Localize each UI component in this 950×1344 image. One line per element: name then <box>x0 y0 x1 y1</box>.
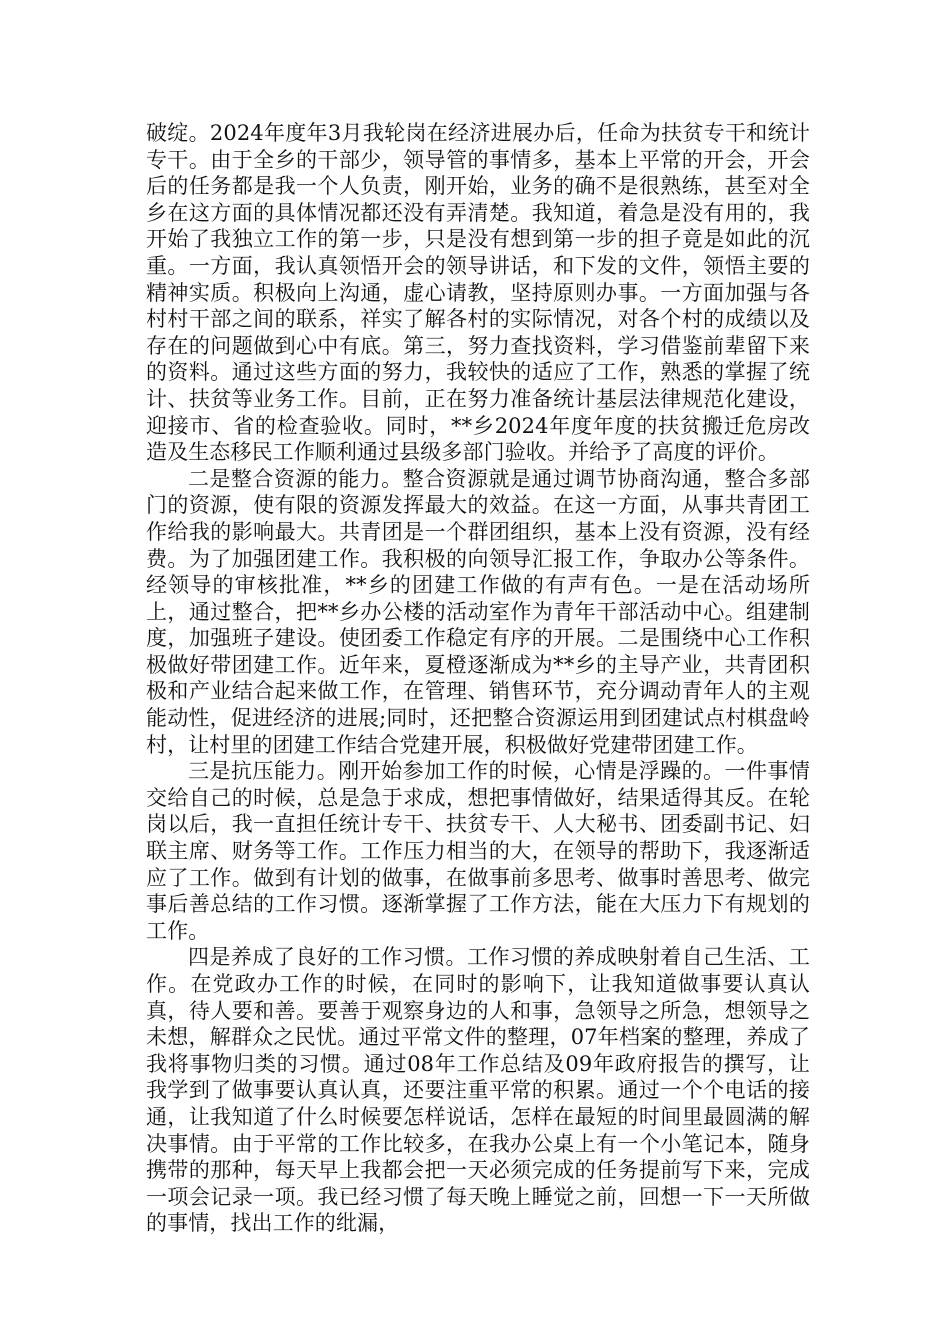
paragraph-4: 四是养成了良好的工作习惯。工作习惯的养成映射着自己生活、工作。在党政办工作的时候，在同时的影响下，让我知道做事要认真认真，待人要和善。要善于观察身边的人和事，急领导之所急，想领导之未想，解群众之民忧。通过平常文件的整理，07年档案的整理，养成了我将事物归类的习惯。通过08年工作总结及09年政府报告的撰写，让我学到了做事要认真认真，还要注重平常的积累。通过一个个电话的接通，让我知道了什么时候要怎样说话，怎样在最短的时间里最圆满的解决事情。由于平常的工作比较多，在我办公桌上有一个小笔记本，随身携带的那种，每天早上我都会把一天必须完成的任务提前写下来，完成一项会记录一项。我已经习惯了每天晚上睡觉之前，回想一下一天所做的事情，找出工作的纰漏， <box>146 945 810 1236</box>
paragraph-3: 三是抗压能力。刚开始参加工作的时候，心情是浮躁的。一件事情交给自己的时候，总是急于求成，想把事情做好，结果适得其反。在轮岗以后，我一直担任统计专干、扶贫专干、人大秘书、团委副书记、妇联主席、财务等工作。工作压力相当的大，在领导的帮助下，我逐渐适应了工作。做到有计划的做事，在做事前多思考、做事时善思考、做完事后善总结的工作习惯。逐渐掌握了工作方法，能在大压力下有规划的工作。 <box>146 759 810 943</box>
paragraph-2: 二是整合资源的能力。整合资源就是通过调节协商沟通，整合多部门的资源，使有限的资源发挥最大的效益。在这一方面，从事共青团工作给我的影响最大。共青团是一个群团组织，基本上没有资源，没有经费。为了加强团建工作。我积极的向领导汇报工作，争取办公等条件。经领导的审核批准，**乡的团建工作做的有声有色。一是在活动场所上，通过整合，把**乡办公楼的活动室作为青年干部活动中心。组建制度，加强班子建设。使团委工作稳定有序的开展。二是围绕中心工作积极做好带团建工作。近年来，夏橙逐渐成为**乡的主导产业，共青团积极和产业结合起来做工作，在管理、销售环节，充分调动青年人的主观能动性，促进经济的进展;同时，还把整合资源运用到团建试点村棋盘岭村，让村里的团建工作结合党建开展，积极做好党建带团建工作。 <box>146 466 810 757</box>
paragraph-1: 破绽。2024年度年3月我轮岗在经济进展办后，任命为扶贫专干和统计专干。由于全乡的干部少，领导管的事情多，基本上平常的开会，开会后的任务都是我一个人负责，刚开始，业务的确不是很熟练，甚至对全乡在这方面的具体情况都还没有弄清楚。我知道，着急是没有用的，我开始了我独立工作的第一步，只是没有想到第一步的担子竟是如此的沉重。一方面，我认真领悟开会的领导讲话，和下发的文件，领悟主要的精神实质。积极向上沟通，虚心请教，坚持原则办事。一方面加强与各村村干部之间的联系，祥实了解各村的实际情况，对各个村的成绩以及存在的问题做到心中有底。第三，努力查找资料，学习借鉴前辈留下来的资料。通过这些方面的努力，我较快的适应了工作，熟悉的掌握了统计、扶贫等业务工作。目前，正在努力准备统计基层法律规范化建设，迎接市、省的检查验收。同时，**乡2024年度年度的扶贫搬迁危房改造及生态移民工作顺利通过县级多部门验收。并给予了高度的评价。 <box>146 121 810 465</box>
document-body <box>146 120 810 1237</box>
